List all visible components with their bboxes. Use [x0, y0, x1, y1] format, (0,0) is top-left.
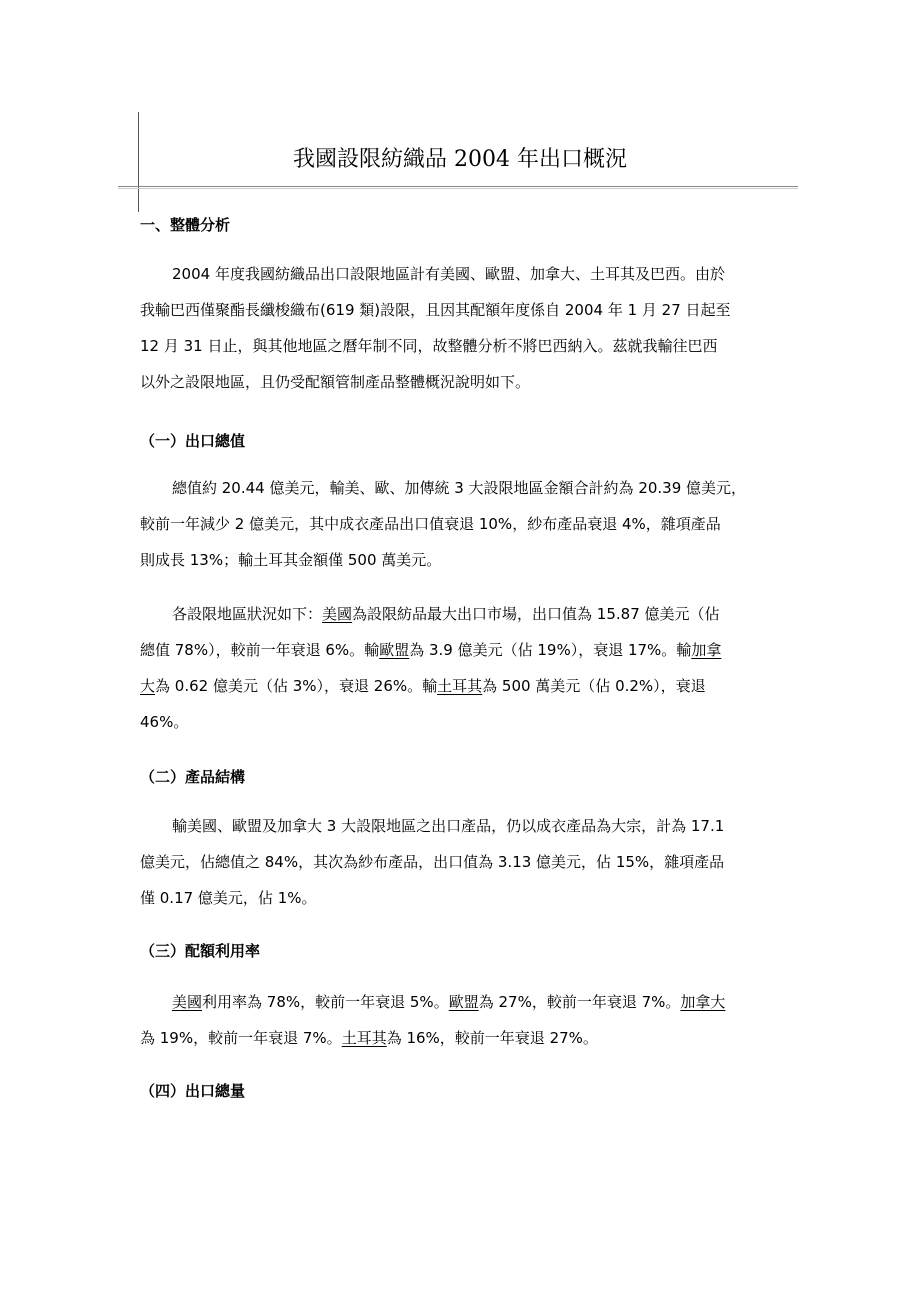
text-line: 2004 年度我國紡織品出口設限地區計有美國、歐盟、加拿大、土耳其及巴西。由於 [172, 265, 725, 283]
underlined-canada-part2: 大 [140, 677, 156, 695]
text-line: 僅 0.17 億美元，佔 1%。 [140, 889, 317, 907]
subsection-heading-product-structure: （二）產品結構 [140, 768, 246, 786]
text-line: 大為 0.62 億美元（佔 3%），衰退 26%。輸土耳其為 500 萬美元（佔 0.2%），衰退 [140, 677, 706, 695]
underlined-us: 美國 [322, 605, 353, 623]
page-title: 我國設限紡織品 2004 年出口概況 [293, 147, 627, 172]
underlined-us: 美國 [172, 993, 203, 1011]
underlined-canada: 加拿大 [680, 993, 726, 1011]
subsection-heading-quota-utilization: （三）配額利用率 [140, 942, 261, 960]
crop-mark-horizontal-shadow [118, 188, 798, 189]
text-line: 則成長 13%；輸土耳其金額僅 500 萬美元。 [140, 551, 442, 569]
text-line: 12 月 31 日止，與其他地區之曆年制不同，故整體分析不將巴西納入。茲就我輸往巴西 [140, 337, 718, 355]
crop-mark-horizontal [118, 186, 798, 187]
subsection-heading-total-volume: （四）出口總量 [140, 1082, 246, 1100]
text-line: 為 19%，較前一年衰退 7%。土耳其為 16%，較前一年衰退 27%。 [140, 1029, 598, 1047]
text-line: 億美元，佔總值之 84%，其次為紗布產品，出口值為 3.13 億美元，佔 15%，雜項產品 [140, 853, 725, 871]
text-line: 總值約 20.44 億美元，輸美、歐、加傳統 3 大設限地區金額合計約為 20.39 億美元， [172, 479, 747, 497]
underlined-turkey: 土耳其 [437, 677, 483, 695]
subsection-heading-total-value: （一）出口總值 [140, 432, 246, 450]
text-line: 以外之設限地區，且仍受配額管制產品整體概況說明如下。 [140, 373, 531, 391]
text-line: 46%。 [140, 713, 189, 731]
crop-mark-vertical [138, 112, 139, 212]
text-line: 總值 78%），較前一年衰退 6%。輸歐盟為 3.9 億美元（佔 19%），衰退 17%。輸加拿 [140, 641, 722, 659]
underlined-turkey: 土耳其 [341, 1029, 387, 1047]
underlined-canada-part1: 加拿 [691, 641, 722, 659]
section-heading-overall: 一、整體分析 [140, 216, 231, 234]
paragraph-total-value [140, 470, 782, 578]
underlined-eu: 歐盟 [448, 993, 479, 1011]
text-line: 輸美國、歐盟及加拿大 3 大設限地區之出口產品，仍以成衣產品為大宗，計為 17.1 [172, 817, 725, 835]
underlined-eu: 歐盟 [379, 641, 410, 659]
paragraph-product-structure [140, 808, 782, 916]
paragraph-intro [140, 256, 782, 400]
paragraph-quota-utilization [140, 984, 782, 1056]
paragraph-region-status [140, 596, 782, 740]
text-line: 各設限地區狀況如下：美國為設限紡品最大出口市場，出口值為 15.87 億美元（佔 [172, 605, 720, 623]
text-line: 較前一年減少 2 億美元，其中成衣產品出口值衰退 10%，紗布產品衰退 4%，雜項產品 [140, 515, 721, 533]
text-line: 我輸巴西僅聚酯長纖梭織布(619 類)設限，且因其配額年度係自 2004 年 1 月 27 日起至 [140, 301, 731, 319]
text-line: 美國利用率為 78%，較前一年衰退 5%。歐盟為 27%，較前一年衰退 7%。加拿大 [172, 993, 726, 1011]
